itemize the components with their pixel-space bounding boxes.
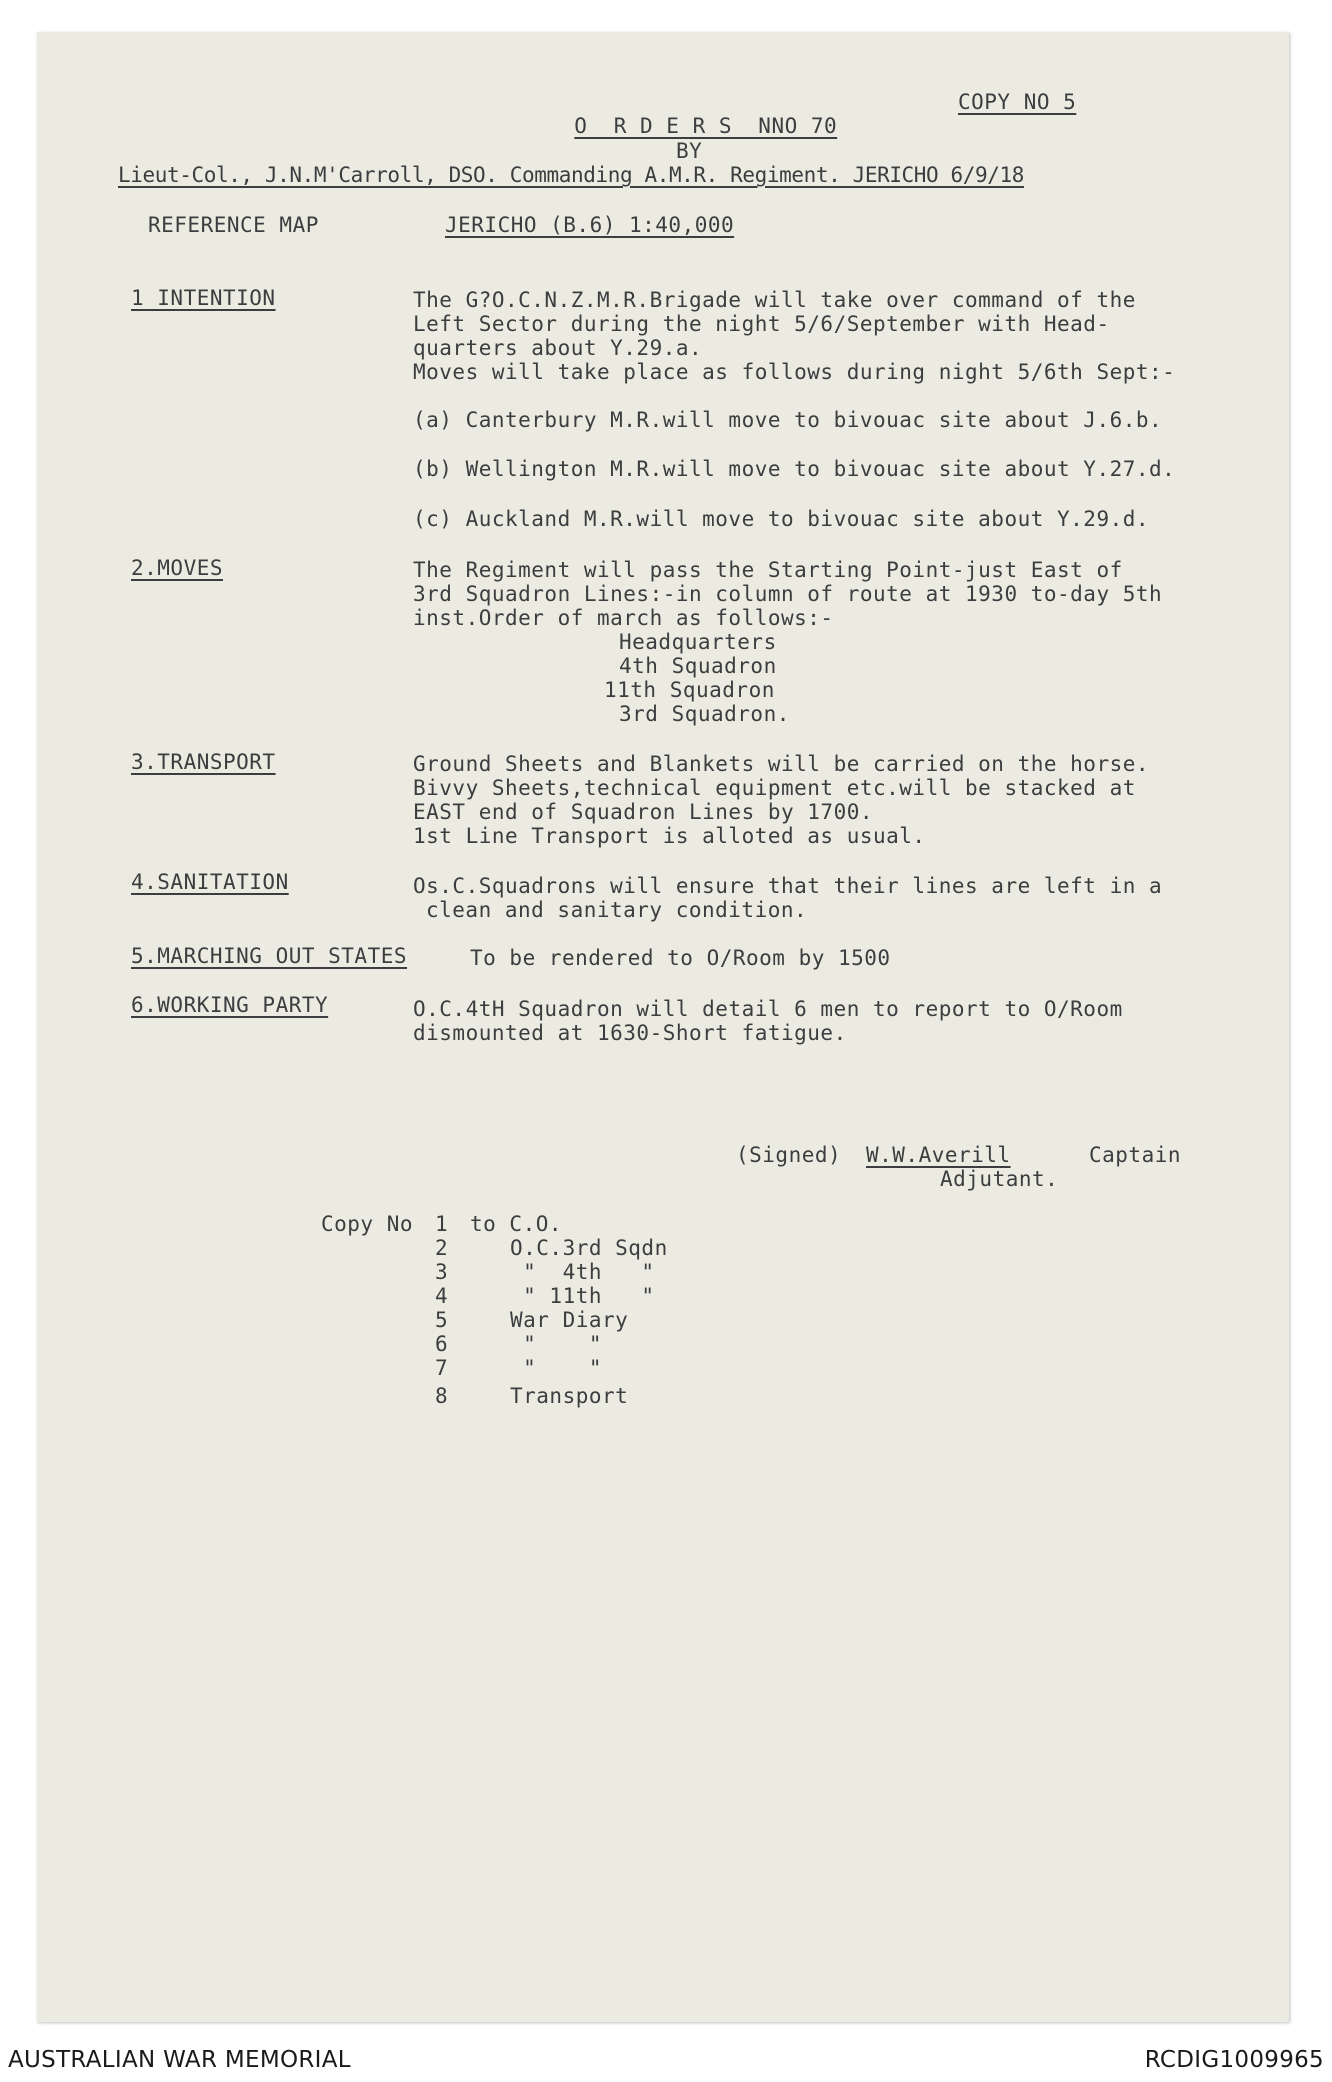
copy-entry-recipient: to C.O. xyxy=(470,1212,563,1236)
march-order-item: Headquarters xyxy=(619,630,777,654)
copy-number: COPY NO 5 xyxy=(958,90,1077,114)
march-order-item: 11th Squadron xyxy=(604,678,775,702)
intention-line: Moves will take place as follows during night 5/6th Sept:- xyxy=(413,360,1176,384)
section-heading-working: 6.WORKING PARTY xyxy=(131,993,329,1017)
signatory-rank: Captain xyxy=(1089,1143,1182,1167)
copy-entry-number: 5 xyxy=(435,1308,449,1332)
copy-entry-number: 1 xyxy=(435,1212,449,1236)
copy-entry-number: 4 xyxy=(435,1284,449,1308)
working-line: O.C.4tH Squadron will detail 6 men to report to O/Room xyxy=(413,997,1123,1021)
transport-line: 1st Line Transport is alloted as usual. xyxy=(413,824,926,848)
signatory-name: W.W.Averill xyxy=(866,1143,1011,1167)
moves-line: 3rd Squadron Lines:-in column of route at 1930 to-day 5th xyxy=(413,582,1163,606)
intention-move-item: (c) Auckland M.R.will move to bivouac site about Y.29.d. xyxy=(413,507,1150,531)
intention-move-item: (b) Wellington M.R.will move to bivouac site about Y.27.d. xyxy=(413,457,1176,481)
reference-map-label: REFERENCE MAP xyxy=(148,213,319,237)
reference-map-value: JERICHO (B.6) 1:40,000 xyxy=(445,213,735,237)
working-line: dismounted at 1630-Short fatigue. xyxy=(413,1021,847,1045)
moves-line: The Regiment will pass the Starting Point-just East of xyxy=(413,558,1123,582)
copy-entry-recipient: " 4th " xyxy=(510,1260,655,1284)
transport-line: EAST end of Squadron Lines by 1700. xyxy=(413,800,874,824)
march-order-item: 4th Squadron xyxy=(619,654,777,678)
copy-entry-recipient: " " xyxy=(510,1332,603,1356)
intention-line: Left Sector during the night 5/6/September with Head- xyxy=(413,312,1110,336)
by-label: BY xyxy=(676,139,703,163)
commanding-line: Lieut-Col., J.N.M'Carroll, DSO. Commanding A.M.R. Regiment. JERICHO 6/9/18 xyxy=(118,163,1024,187)
copy-entry-number: 8 xyxy=(435,1384,449,1408)
footer-source: AUSTRALIAN WAR MEMORIAL xyxy=(8,2047,351,2073)
section-heading-sanitation: 4.SANITATION xyxy=(131,870,289,894)
section-heading-intention: 1 INTENTION xyxy=(131,286,276,310)
intention-line: quarters about Y.29.a. xyxy=(413,336,703,360)
transport-line: Ground Sheets and Blankets will be carried on the horse. xyxy=(413,752,1150,776)
copy-entry-recipient: Transport xyxy=(510,1384,629,1408)
intention-line: The G?O.C.N.Z.M.R.Brigade will take over command of the xyxy=(413,288,1136,312)
transport-line: Bivvy Sheets,technical equipment etc.will be stacked at xyxy=(413,776,1136,800)
sanitation-line: Os.C.Squadrons will ensure that their lines are left in a xyxy=(413,874,1163,898)
copy-entry-number: 6 xyxy=(435,1332,449,1356)
copy-entry-recipient: O.C.3rd Sqdn xyxy=(510,1236,668,1260)
march-order-item: 3rd Squadron. xyxy=(619,702,790,726)
section-heading-transport: 3.TRANSPORT xyxy=(131,750,276,774)
copy-entry-number: 7 xyxy=(435,1356,449,1380)
copy-no-label: Copy No xyxy=(321,1212,414,1236)
copy-entry-recipient: " " xyxy=(510,1356,603,1380)
signed-label: (Signed) xyxy=(736,1143,842,1167)
footer-record-id: RCDIG1009965 xyxy=(1144,2047,1324,2073)
moves-line: inst.Order of march as follows:- xyxy=(413,606,834,630)
sanitation-line: clean and sanitary condition. xyxy=(426,898,808,922)
intention-move-item: (a) Canterbury M.R.will move to bivouac site about J.6.b. xyxy=(413,408,1163,432)
copy-entry-recipient: " 11th " xyxy=(510,1284,655,1308)
marching-text: To be rendered to O/Room by 1500 xyxy=(470,946,891,970)
section-heading-marching: 5.MARCHING OUT STATES xyxy=(131,944,408,968)
signatory-role: Adjutant. xyxy=(940,1167,1059,1191)
copy-entry-number: 3 xyxy=(435,1260,449,1284)
orders-title: O R D E R S NNO 70 xyxy=(574,114,838,138)
copy-entry-recipient: War Diary xyxy=(510,1308,629,1332)
copy-entry-number: 2 xyxy=(435,1236,449,1260)
section-heading-moves: 2.MOVES xyxy=(131,556,224,580)
